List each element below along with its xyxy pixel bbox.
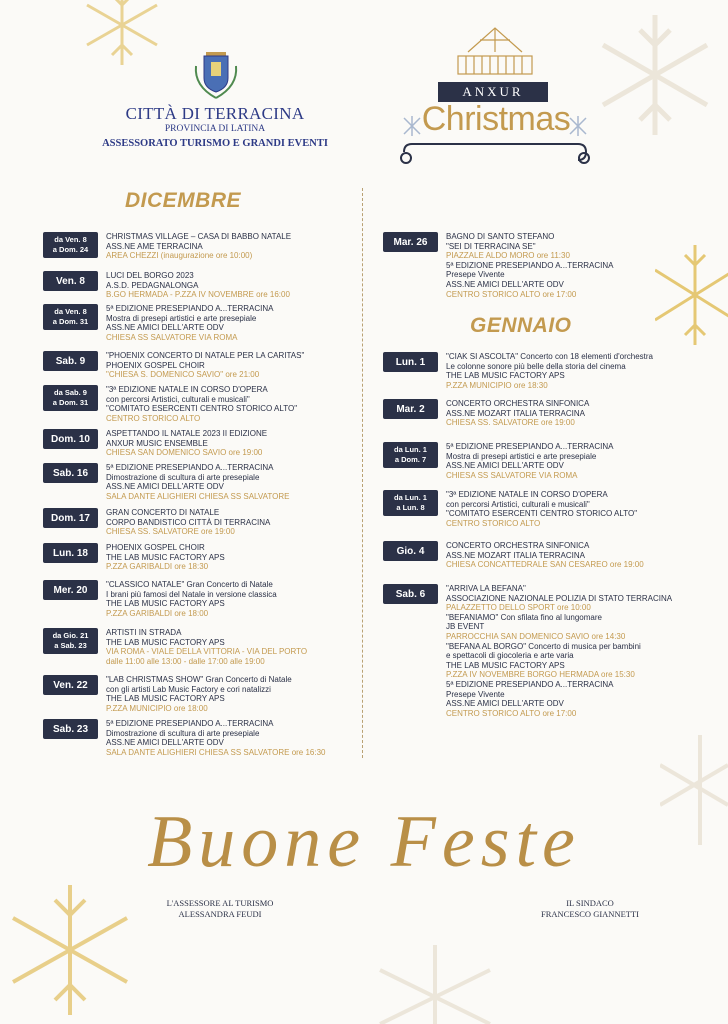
event-line: 5ª EDIZIONE PRESEPIANDO A...TERRACINA [446,679,614,689]
date-badge: Mar. 26 [383,232,438,252]
event-details [106,232,291,261]
event-line: "COMITATO ESERCENTI CENTRO STORICO ALTO" [106,404,298,414]
event-line: I brani più famosi del Natale in versione classica [106,589,277,599]
event-item [43,385,297,423]
event-line: ASS.NE MOZART ITALIA TERRACINA [446,550,585,560]
event-line: THE LAB MUSIC FACTORY APS [446,371,565,381]
event-details [106,508,270,537]
signature-title: L'ASSESSORE AL TURISMO [166,898,274,908]
event-item [43,508,270,537]
event-line: ASS.NE AMICI DELL'ARTE ODV [446,461,564,471]
date-badge-line: da Lun. 1 [394,493,427,502]
event-item [43,719,326,757]
event-item [43,543,225,572]
event-line: ASS.NE AMICI DELL'ARTE ODV [106,323,224,333]
event-item [43,351,304,380]
event-details [106,271,290,300]
date-badge-line: da Sab. 9 [54,388,87,397]
event-line: ASS.NE MOZART ITALIA TERRACINA [446,408,585,418]
event-details [106,429,267,458]
event-line: "SEI DI TERRACINA SE" [446,241,536,251]
column-divider [362,188,363,758]
event-line: ARTISTI IN STRADA [106,628,182,637]
date-badge-line: a Dom. 31 [52,398,89,407]
logo-anxur-label: ANXUR [438,82,548,102]
date-badge-line: a Lun. 8 [396,503,425,512]
event-line: Dimostrazione di scultura di arte presepiale [106,472,260,482]
event-item [383,442,613,480]
event-line: THE LAB MUSIC FACTORY APS [446,660,565,670]
event-details [106,628,307,666]
event-place: CENTRO STORICO ALTO [446,518,541,528]
event-item [43,675,292,713]
event-place: CHIESA SAN DOMENICO SAVIO ore 19:00 [106,448,263,458]
event-details [106,543,225,572]
event-line: THE LAB MUSIC FACTORY APS [106,637,225,647]
event-place: CENTRO STORICO ALTO ore 17:00 [446,708,577,718]
event-place: PARROCCHIA SAN DOMENICO SAVIO ore 14:30 [446,631,626,641]
snowflake-icon [655,240,728,350]
event-line: Dimostrazione di scultura di arte presepiale [106,728,260,738]
date-badge: Sab. 9 [43,351,98,371]
date-badge-line: a Dom. 31 [52,317,89,326]
signature-title: IL SINDACO [566,898,614,908]
event-line: con percorsi Artistici, culturali e musicali" [446,499,590,509]
event-line: "CLASSICO NATALE" Gran Concerto di Natale [106,580,273,589]
date-badge-line: a Dom. 7 [394,455,427,464]
event-line: THE LAB MUSIC FACTORY APS [106,694,225,704]
event-place: P.ZZA MUNICIPIO ore 18:00 [106,703,208,713]
event-line: con percorsi Artistici, culturali e musicali" [106,394,250,404]
event-line: 5ª EDIZIONE PRESEPIANDO A...TERRACINA [106,304,274,313]
event-place: CENTRO STORICO ALTO [106,413,201,423]
date-badge-line: da Lun. 1 [394,445,427,454]
event-line: GRAN CONCERTO DI NATALE [106,508,220,517]
date-badge-line: da Ven. 8 [54,235,87,244]
event-place: AREA CHEZZI (inaugurazione ore 10:00) [106,251,253,261]
event-place: VIA ROMA - VIALE DELLA VITTORIA - VIA DEL PORTO [106,647,308,657]
event-place: PIAZZALE ALDO MORO ore 11:30 [446,251,570,261]
date-badge: Lun. 1 [383,352,438,372]
event-item [43,304,273,342]
event-line: 5ª EDIZIONE PRESEPIANDO A...TERRACINA [106,463,274,472]
event-details [106,675,292,713]
event-item [383,232,613,299]
date-badge: Sab. 16 [43,463,98,483]
event-item [383,541,644,570]
date-badge [43,232,98,258]
event-item [383,399,589,428]
event-line: ASS.NE AMICI DELL'ARTE ODV [106,738,224,748]
greeting-title: Buone Feste [147,801,581,883]
event-line: ASSOCIAZIONE NAZIONALE POLIZIA DI STATO TERRACINA [446,593,673,603]
event-line: "PHOENIX CONCERTO DI NATALE PER LA CARITAS" [106,351,305,360]
date-badge: Lun. 18 [43,543,98,563]
snowflake-icon [370,940,500,1024]
date-badge [383,490,438,516]
event-details [446,399,589,428]
date-badge [43,628,98,654]
event-line: 5ª EDIZIONE PRESEPIANDO A...TERRACINA [446,260,614,270]
event-item [43,232,291,261]
event-place: CHIESA SS SALVATORE VIA ROMA [446,470,578,480]
event-line: ASS.NE AMICI DELL'ARTE ODV [106,482,224,492]
event-line: A.S.D. PEDAGNALONGA [106,280,199,290]
event-details [446,352,653,390]
event-line: CONCERTO ORCHESTRA SINFONICA [446,399,590,408]
event-details [446,541,644,570]
event-place: CHIESA SS. SALVATORE ore 19:00 [446,418,575,428]
date-badge: Mar. 2 [383,399,438,419]
event-line: "3ª EDIZIONE NATALE IN CORSO D'OPERA [106,385,268,394]
event-line: "COMITATO ESERCENTI CENTRO STORICO ALTO" [446,509,638,519]
event-line: THE LAB MUSIC FACTORY APS [106,552,225,562]
city-name: CITTÀ DI TERRACINA [125,104,305,123]
province-name: PROVINCIA DI LATINA [164,124,266,134]
signature-name: FRANCESCO GIANNETTI [541,909,639,919]
date-badge: Dom. 10 [43,429,98,449]
signature-name: ALESSANDRA FEUDI [178,909,262,919]
date-badge: Ven. 8 [43,271,98,291]
department-name: ASSESSORATO TURISMO E GRANDI EVENTI [102,138,328,149]
snowflake-icon [590,10,720,140]
event-line: "BEFANIAMO" Con sfilata fino al lungomare [446,612,602,622]
snowflake-icon [62,0,182,70]
signature-sindaco [510,898,670,920]
date-badge: Sab. 6 [383,584,438,604]
event-place: P.ZZA MUNICIPIO ore 18:30 [446,380,548,390]
event-details [106,304,273,342]
event-line: CONCERTO ORCHESTRA SINFONICA [446,541,590,550]
signature-assessore [140,898,300,920]
date-badge-line: a Sab. 23 [54,641,87,650]
event-details [446,584,672,718]
event-line: LUCI DEL BORGO 2023 [106,271,194,280]
event-place: P.ZZA GARIBALDI ore 18:00 [106,608,209,618]
month-heading-dicembre: DICEMBRE [125,189,242,212]
event-line: "LAB CHRISTMAS SHOW" Gran Concerto di Natale [106,675,292,684]
event-details [106,580,277,618]
event-place: B.GO HERMADA - P.ZZA IV NOVEMBRE ore 16:00 [106,290,290,300]
event-place: SALA DANTE ALIGHIERI CHIESA SS SALVATORE ore 16:30 [106,747,326,757]
event-item [383,584,672,718]
event-line: 5ª EDIZIONE PRESEPIANDO A...TERRACINA [106,719,274,728]
event-place: "CHIESA S. DOMENICO SAVIO" ore 21:00 [106,370,260,380]
event-details [106,463,289,501]
event-line: "ARRIVA LA BEFANA" [446,584,526,593]
date-badge [43,304,98,330]
logo-christmas-label: Christmas [421,100,571,138]
date-badge [383,442,438,468]
event-line: PHOENIX GOSPEL CHOIR [106,543,205,552]
event-line: PHOENIX GOSPEL CHOIR [106,360,205,370]
event-item [43,628,307,666]
date-badge: Ven. 22 [43,675,98,695]
event-line: ASPETTANDO IL NATALE 2023 II EDIZIONE [106,429,268,438]
event-place: CHIESA SS. SALVATORE ore 19:00 [106,527,235,537]
event-line: "CIAK SI ASCOLTA" Concerto con 18 elementi d'orchestra [446,352,654,361]
event-line: JB EVENT [446,622,485,632]
event-line: con gli artisti Lab Music Factory e cori natalizzi [106,684,271,694]
event-line: e spettacoli di giocoleria e arte varia [446,651,574,661]
event-details [446,442,613,480]
event-place: PALAZZETTO DELLO SPORT ore 10:00 [446,603,591,613]
event-place: P.ZZA GARIBALDI ore 18:30 [106,562,209,572]
event-line: ASS.NE AME TERRACINA [106,241,203,251]
event-place: CHIESA CONCATTEDRALE SAN CESAREO ore 19:00 [446,560,644,570]
date-badge-line: a Dom. 24 [52,245,89,254]
event-details [106,351,304,380]
date-badge: Sab. 23 [43,719,98,739]
snowflake-icon [5,880,135,1020]
city-crest-logo [192,46,240,102]
event-details [446,490,637,528]
event-line: ASS.NE AMICI DELL'ARTE ODV [446,699,564,709]
month-heading-gennaio: GENNAIO [470,314,572,337]
event-line: "BEFANA AL BORGO" Concerto di musica per bambini [446,641,641,651]
event-item [43,429,267,458]
event-line: "3ª EDIZIONE NATALE IN CORSO D'OPERA [446,490,608,499]
event-place: P.ZZA IV NOVEMBRE BORGO HERMADA ore 15:30 [446,670,635,680]
date-badge: Dom. 17 [43,508,98,528]
event-place: SALA DANTE ALIGHIERI CHIESA SS SALVATORE [106,491,290,501]
date-badge: Gio. 4 [383,541,438,561]
event-line: ASS.NE AMICI DELL'ARTE ODV [446,279,564,289]
event-details [106,385,297,423]
event-line: BAGNO DI SANTO STEFANO [446,232,555,241]
date-badge-line: da Gio. 21 [52,631,89,640]
event-details [446,232,613,299]
event-item [43,580,277,618]
event-place: CENTRO STORICO ALTO ore 17:00 [446,289,577,299]
event-item [383,352,653,390]
event-line: THE LAB MUSIC FACTORY APS [106,599,225,609]
event-item [383,490,637,528]
event-item [43,463,289,501]
date-badge [43,385,98,411]
event-place: CHIESA SS SALVATORE VIA ROMA [106,332,238,342]
event-place: dalle 11:00 alle 13:00 - dalle 17:00 alle 19:00 [106,656,265,666]
event-line: Mostra di presepi artistici e arte presepiale [106,313,257,323]
event-line: Le colonne sonore più belle della storia del cinema [446,361,626,371]
date-badge: Mer. 20 [43,580,98,600]
event-line: CORPO BANDISTICO CITTÀ DI TERRACINA [106,517,271,527]
event-details [106,719,326,757]
event-item [43,271,290,300]
event-line: Presepe Vivente [446,689,505,699]
event-line: 5ª EDIZIONE PRESEPIANDO A...TERRACINA [446,442,614,451]
event-line: Mostra di presepi artistici e arte presepiale [446,451,597,461]
event-line: CHRISTMAS VILLAGE – CASA DI BABBO NATALE [106,232,292,241]
date-badge-line: da Ven. 8 [54,307,87,316]
event-line: Presepe Vivente [446,270,505,280]
event-line: ANXUR MUSIC ENSEMBLE [106,438,208,448]
